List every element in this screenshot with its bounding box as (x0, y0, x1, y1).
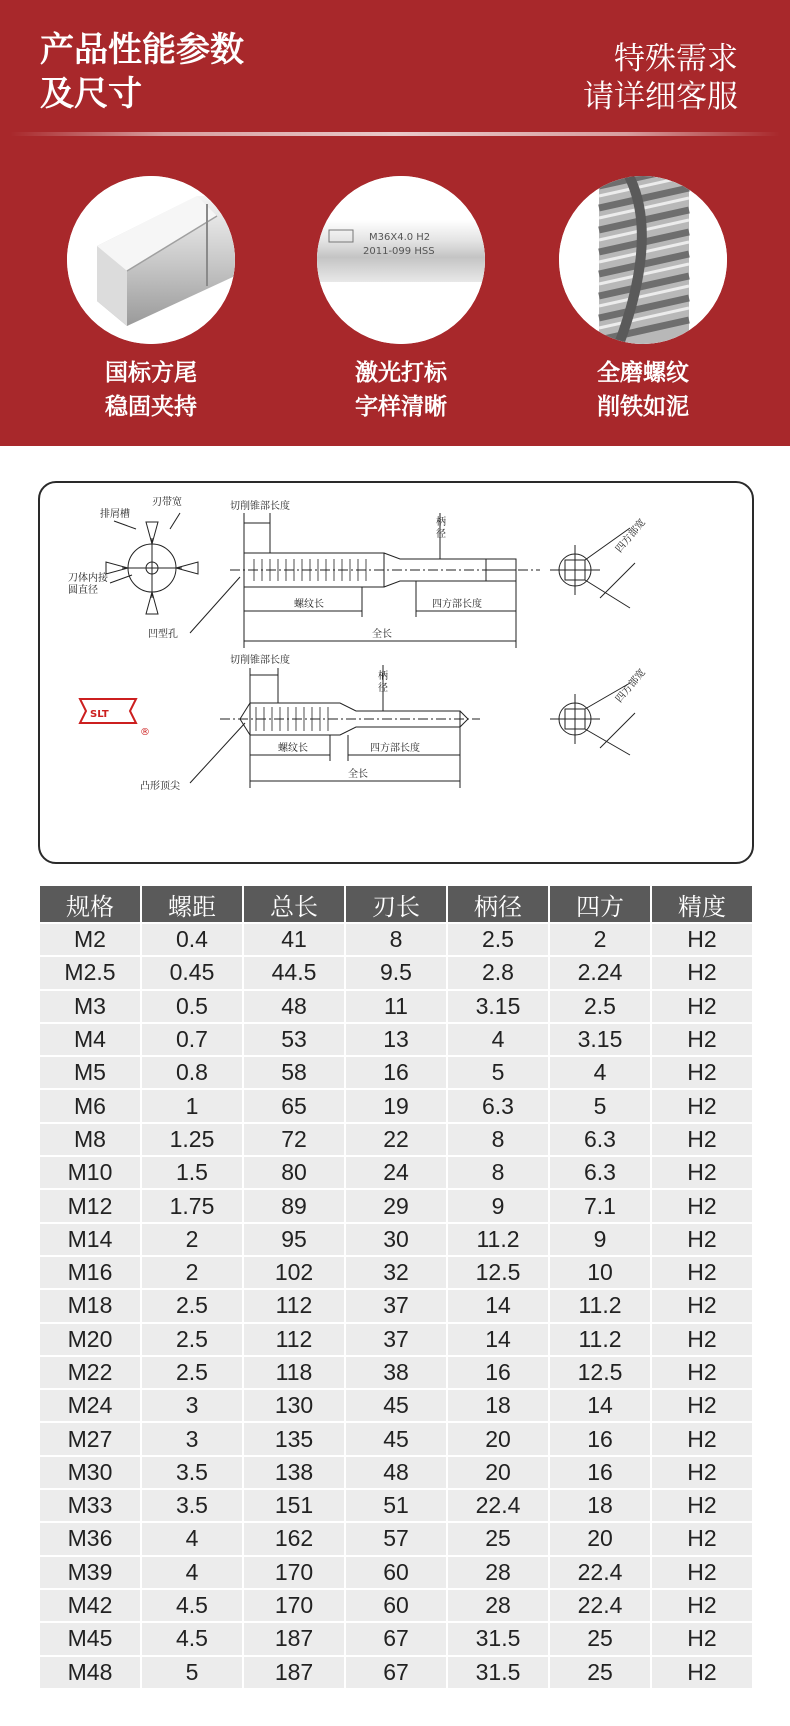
table-cell: 3 (141, 1422, 243, 1455)
custom-service-note (478, 40, 738, 116)
tap-dimension-drawing (40, 483, 752, 862)
table-cell: M16 (39, 1256, 141, 1289)
table-cell: M6 (39, 1089, 141, 1122)
label-square-width-2: 四方部宽 (613, 667, 649, 705)
table-cell: 10 (549, 1256, 651, 1289)
label-thread-length-2: 螺纹长 (278, 743, 308, 754)
table-cell: 37 (345, 1323, 447, 1356)
feature-laser-marking (301, 176, 501, 424)
table-cell: 19 (345, 1089, 447, 1122)
table-cell: 2 (141, 1223, 243, 1256)
table-cell: 1.5 (141, 1156, 243, 1189)
label-square-width: 四方部宽 (613, 517, 649, 555)
table-cell: 5 (447, 1056, 549, 1089)
table-cell: 45 (345, 1422, 447, 1455)
table-cell: 22.4 (549, 1556, 651, 1589)
table-cell: 0.45 (141, 956, 243, 989)
table-cell: 13 (345, 1023, 447, 1056)
table-cell: 14 (447, 1289, 549, 1322)
label-shank-diameter-2: 径 (436, 529, 446, 540)
laser-marking-text-1: M36X4.0 H2 (369, 232, 431, 243)
label-thread-length: 螺纹长 (294, 599, 324, 610)
table-cell: 20 (447, 1422, 549, 1455)
table-cell: 6.3 (549, 1156, 651, 1189)
table-cell: M10 (39, 1156, 141, 1189)
table-cell: M18 (39, 1289, 141, 1322)
table-cell: 102 (243, 1256, 345, 1289)
table-cell: 51 (345, 1489, 447, 1522)
table-cell: 5 (141, 1656, 243, 1689)
table-cell: 3.5 (141, 1456, 243, 1489)
table-cell: 2 (549, 923, 651, 956)
table-cell: 11.2 (549, 1289, 651, 1322)
table-row (39, 1456, 753, 1489)
table-cell: M22 (39, 1356, 141, 1389)
table-cell: 9 (447, 1189, 549, 1222)
table-cell: 170 (243, 1589, 345, 1622)
label-shank-diameter-2b: 径 (378, 683, 388, 694)
table-cell: M8 (39, 1123, 141, 1156)
technical-drawing (38, 481, 754, 864)
table-cell: 18 (549, 1489, 651, 1522)
table-cell: H2 (651, 1356, 753, 1389)
feature-ground-thread (543, 176, 743, 424)
table-cell: 3 (141, 1389, 243, 1422)
table-cell: 48 (243, 990, 345, 1023)
table-cell: 2.5 (447, 923, 549, 956)
header-square: 四方 (549, 885, 651, 923)
table-cell: 25 (447, 1522, 549, 1555)
label-core-diameter-2: 圆直径 (68, 585, 98, 596)
table-cell: 20 (549, 1522, 651, 1555)
table-cell: 16 (447, 1356, 549, 1389)
table-row (39, 1289, 753, 1322)
table-cell: 9.5 (345, 956, 447, 989)
side-line-2: 请详细客服 (583, 79, 738, 115)
table-cell: M20 (39, 1323, 141, 1356)
table-cell: 58 (243, 1056, 345, 1089)
feature-square-shank (51, 176, 251, 424)
table-cell: 44.5 (243, 956, 345, 989)
table-cell: 1.25 (141, 1123, 243, 1156)
table-cell: M45 (39, 1622, 141, 1655)
table-cell: 1.75 (141, 1189, 243, 1222)
table-row (39, 1556, 753, 1589)
table-cell: M2.5 (39, 956, 141, 989)
table-cell: 0.7 (141, 1023, 243, 1056)
header-size: 规格 (39, 885, 141, 923)
table-cell: M39 (39, 1556, 141, 1589)
table-row (39, 990, 753, 1023)
table-row (39, 1123, 753, 1156)
brand-logo (80, 699, 150, 738)
label-shank-diameter-2a: 柄 (378, 671, 388, 682)
table-cell: 31.5 (447, 1656, 549, 1689)
laser-marking-icon (317, 176, 485, 344)
table-cell: H2 (651, 1456, 753, 1489)
feature-caption (301, 356, 501, 424)
feature-caption-line-1: 激光打标 (355, 360, 447, 386)
table-cell: 1 (141, 1089, 243, 1122)
table-cell: 130 (243, 1389, 345, 1422)
table-cell: 4.5 (141, 1589, 243, 1622)
table-row (39, 1389, 753, 1422)
table-cell: 0.4 (141, 923, 243, 956)
table-cell: H2 (651, 1389, 753, 1422)
table-cell: 4 (141, 1522, 243, 1555)
table-cell: H2 (651, 1289, 753, 1322)
table-cell: 18 (447, 1389, 549, 1422)
table-cell: M4 (39, 1023, 141, 1056)
table-cell: 45 (345, 1389, 447, 1422)
table-cell: 25 (549, 1622, 651, 1655)
table-cell: M24 (39, 1389, 141, 1422)
table-cell: M42 (39, 1589, 141, 1622)
table-cell: H2 (651, 956, 753, 989)
label-core-diameter-1: 刀体内接 (68, 573, 108, 584)
table-row (39, 1056, 753, 1089)
table-cell: 138 (243, 1456, 345, 1489)
table-cell: 187 (243, 1622, 345, 1655)
table-cell: 57 (345, 1522, 447, 1555)
header-overall-length: 总长 (243, 885, 345, 923)
table-cell: H2 (651, 923, 753, 956)
table-cell: 67 (345, 1622, 447, 1655)
table-cell: 28 (447, 1556, 549, 1589)
table-cell: 11.2 (549, 1323, 651, 1356)
table-cell: 12.5 (549, 1356, 651, 1389)
table-cell: 95 (243, 1223, 345, 1256)
table-cell: M2 (39, 923, 141, 956)
table-cell: H2 (651, 1522, 753, 1555)
table-cell: 41 (243, 923, 345, 956)
table-cell: 14 (447, 1323, 549, 1356)
table-cell: 162 (243, 1522, 345, 1555)
table-cell: 30 (345, 1223, 447, 1256)
table-cell: 48 (345, 1456, 447, 1489)
table-cell: 4 (447, 1023, 549, 1056)
table-row (39, 1156, 753, 1189)
table-row (39, 1223, 753, 1256)
table-cell: M3 (39, 990, 141, 1023)
laser-marking-text-2: 2011-099 HSS (363, 246, 435, 257)
page-title (40, 28, 340, 116)
label-chamfer-length-2: 切削锥部长度 (230, 655, 290, 666)
table-cell: H2 (651, 1089, 753, 1122)
table-cell: 2.5 (141, 1323, 243, 1356)
table-cell: 20 (447, 1456, 549, 1489)
header-banner (0, 0, 790, 446)
table-header-row (39, 885, 753, 923)
table-cell: 22.4 (549, 1589, 651, 1622)
table-cell: M12 (39, 1189, 141, 1222)
table-cell: 32 (345, 1256, 447, 1289)
table-cell: 0.5 (141, 990, 243, 1023)
table-cell: 89 (243, 1189, 345, 1222)
feature-caption-line-2: 削铁如泥 (597, 394, 689, 420)
table-cell: 6.3 (447, 1089, 549, 1122)
feature-caption (543, 356, 743, 424)
table-cell: 60 (345, 1589, 447, 1622)
feature-caption (51, 356, 251, 424)
table-cell: 67 (345, 1656, 447, 1689)
ground-thread-icon (559, 176, 727, 344)
table-row (39, 1589, 753, 1622)
table-cell: 112 (243, 1289, 345, 1322)
table-cell: M36 (39, 1522, 141, 1555)
table-cell: 4 (549, 1056, 651, 1089)
table-cell: 2.5 (141, 1289, 243, 1322)
table-cell: 6.3 (549, 1123, 651, 1156)
table-cell: H2 (651, 1489, 753, 1522)
label-chamfer-length: 切削锥部长度 (230, 501, 290, 512)
table-cell: 135 (243, 1422, 345, 1455)
table-cell: 11.2 (447, 1223, 549, 1256)
table-cell: M48 (39, 1656, 141, 1689)
title-line-2: 及尺寸 (40, 74, 142, 114)
table-cell: M33 (39, 1489, 141, 1522)
table-cell: 2.8 (447, 956, 549, 989)
table-cell: 9 (549, 1223, 651, 1256)
label-overall-length: 全长 (372, 629, 392, 640)
label-overall-length-2: 全长 (348, 769, 368, 780)
table-cell: 8 (345, 923, 447, 956)
table-cell: 187 (243, 1656, 345, 1689)
table-cell: 3.15 (549, 1023, 651, 1056)
feature-caption-line-2: 字样清晰 (355, 394, 447, 420)
table-cell: H2 (651, 1656, 753, 1689)
table-cell: 31.5 (447, 1622, 549, 1655)
table-cell: 24 (345, 1156, 447, 1189)
header-shank-diameter: 柄径 (447, 885, 549, 923)
table-cell: H2 (651, 1622, 753, 1655)
table-row (39, 923, 753, 956)
title-line-1: 产品性能参数 (40, 30, 244, 70)
table-cell: 7.1 (549, 1189, 651, 1222)
table-cell: M14 (39, 1223, 141, 1256)
table-row (39, 1356, 753, 1389)
table-row (39, 1522, 753, 1555)
table-cell: H2 (651, 1589, 753, 1622)
table-cell: 72 (243, 1123, 345, 1156)
header-pitch: 螺距 (141, 885, 243, 923)
label-square-length-2: 四方部长度 (370, 743, 420, 754)
label-chip-flute: 排屑槽 (100, 509, 130, 520)
table-cell: 8 (447, 1123, 549, 1156)
logo-text: SLT (90, 709, 109, 720)
table-row (39, 1256, 753, 1289)
table-cell: H2 (651, 1156, 753, 1189)
table-row (39, 1089, 753, 1122)
table-cell: 0.8 (141, 1056, 243, 1089)
label-center-hole: 凹型孔 (148, 629, 178, 640)
table-cell: 65 (243, 1089, 345, 1122)
table-cell: 38 (345, 1356, 447, 1389)
table-cell: M27 (39, 1422, 141, 1455)
table-cell: 16 (345, 1056, 447, 1089)
table-row (39, 1189, 753, 1222)
table-cell: 151 (243, 1489, 345, 1522)
table-cell: 60 (345, 1556, 447, 1589)
table-cell: 2.5 (549, 990, 651, 1023)
table-cell: 170 (243, 1556, 345, 1589)
logo-registered: ® (140, 727, 150, 738)
spec-table (38, 884, 754, 1690)
table-cell: H2 (651, 990, 753, 1023)
table-cell: 80 (243, 1156, 345, 1189)
table-cell: 12.5 (447, 1256, 549, 1289)
table-cell: M5 (39, 1056, 141, 1089)
table-row (39, 1023, 753, 1056)
label-square-length: 四方部长度 (432, 599, 482, 610)
table-cell: H2 (651, 1123, 753, 1156)
table-body (39, 923, 753, 1689)
table-cell: 25 (549, 1656, 651, 1689)
table-row (39, 1323, 753, 1356)
label-convex-tip: 凸形顶尖 (140, 781, 180, 792)
table-cell: 4 (141, 1556, 243, 1589)
table-row (39, 1656, 753, 1689)
table-cell: 37 (345, 1289, 447, 1322)
feature-caption-line-2: 稳固夹持 (105, 394, 197, 420)
table-cell: H2 (651, 1023, 753, 1056)
table-cell: H2 (651, 1422, 753, 1455)
table-cell: H2 (651, 1223, 753, 1256)
table-cell: 5 (549, 1089, 651, 1122)
table-cell: 16 (549, 1456, 651, 1489)
table-cell: H2 (651, 1556, 753, 1589)
table-cell: 2.5 (141, 1356, 243, 1389)
label-land-width: 刃带宽 (152, 497, 182, 508)
divider (10, 132, 780, 136)
table-cell: 2.24 (549, 956, 651, 989)
table-cell: 22.4 (447, 1489, 549, 1522)
table-row (39, 1622, 753, 1655)
table-cell: M30 (39, 1456, 141, 1489)
table-cell: 53 (243, 1023, 345, 1056)
header-thread-length: 刃长 (345, 885, 447, 923)
table-cell: 4.5 (141, 1622, 243, 1655)
feature-caption-line-1: 国标方尾 (105, 360, 197, 386)
header-tolerance: 精度 (651, 885, 753, 923)
table-cell: 11 (345, 990, 447, 1023)
table-cell: 112 (243, 1323, 345, 1356)
table-cell: 14 (549, 1389, 651, 1422)
table-cell: 16 (549, 1422, 651, 1455)
table-cell: 3.15 (447, 990, 549, 1023)
table-cell: 28 (447, 1589, 549, 1622)
table-cell: H2 (651, 1256, 753, 1289)
table-cell: 118 (243, 1356, 345, 1389)
square-shank-icon (67, 176, 235, 344)
table-row (39, 1489, 753, 1522)
table-cell: H2 (651, 1323, 753, 1356)
table-cell: 22 (345, 1123, 447, 1156)
label-shank-diameter-1: 柄 (436, 517, 446, 528)
table-cell: 3.5 (141, 1489, 243, 1522)
table-cell: 8 (447, 1156, 549, 1189)
table-cell: H2 (651, 1056, 753, 1089)
side-line-1: 特殊需求 (614, 41, 738, 77)
table-cell: H2 (651, 1189, 753, 1222)
table-row (39, 1422, 753, 1455)
table-cell: 2 (141, 1256, 243, 1289)
table-row (39, 956, 753, 989)
feature-caption-line-1: 全磨螺纹 (597, 360, 689, 386)
table-cell: 29 (345, 1189, 447, 1222)
